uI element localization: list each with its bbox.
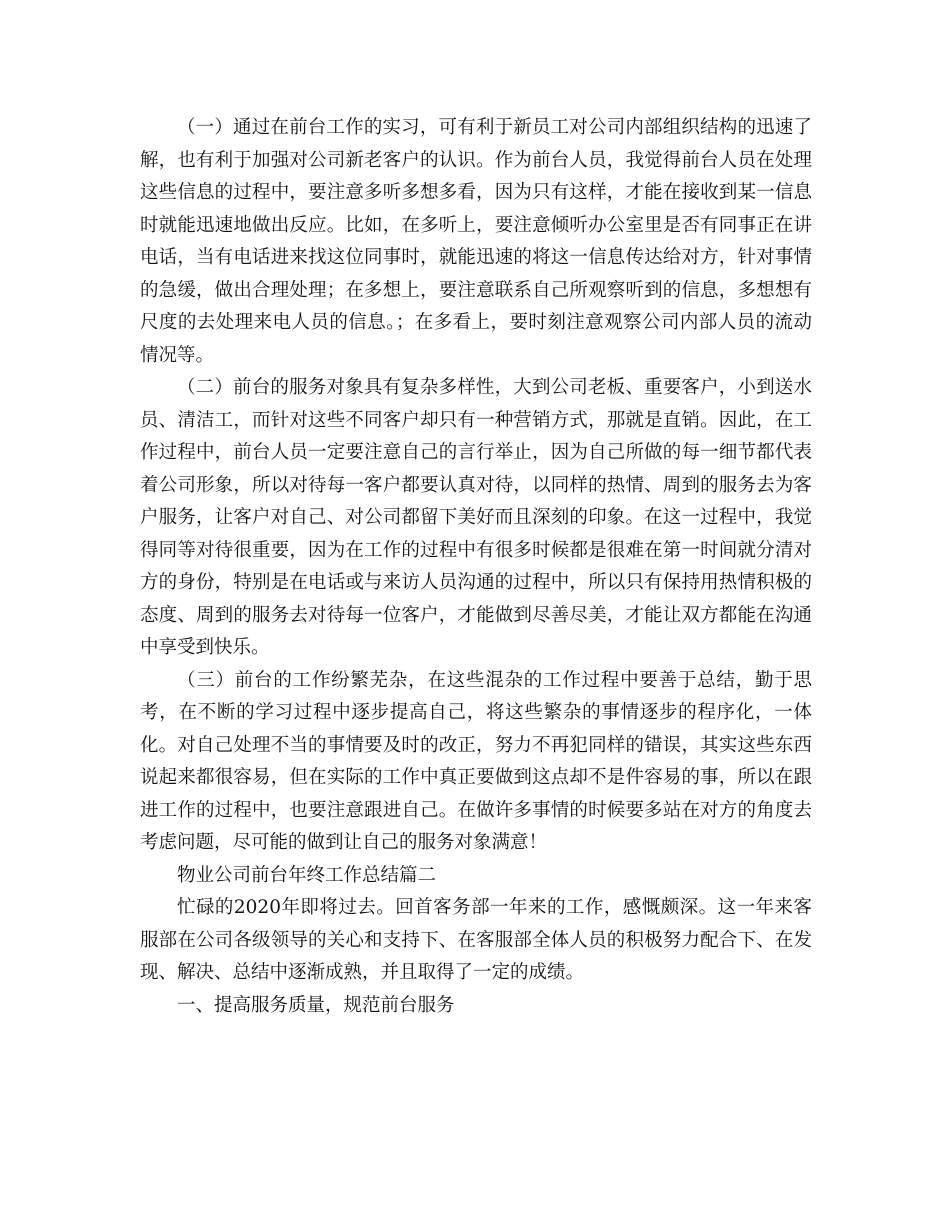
paragraph-section-3: （三）前台的工作纷繁芜杂，在这些混杂的工作过程中要善于总结，勤于思考，在不断的学习过程中逐步提高自己，将这些繁杂的事情逐步的程序化，一体化。对自己处理不当的事情要及时的改正，努力不再犯同样的错误，其实这些东西说起来都很容易，但在实际的工作中真正要做到这点却不是件容易的事，所以在跟进工作的过程中，也要注意跟进自己。在做许多事情的时候要多站在对方的角度去考虑问题，尽可能的做到让自己的服务对象满意！: [140, 669, 812, 853]
paragraph-section-1: （一）通过在前台工作的实习，可有利于新员工对公司内部组织结构的迅速了解，也有利于加强对公司新老客户的认识。作为前台人员，我觉得前台人员在处理这些信息的过程中，要注意多听多想多看，因为只有这样，才能在接收到某一信息时就能迅速地做出反应。比如，在多听上，要注意倾听办公室里是否有同事正在讲电话，当有电话进来找这位同事时，就能迅速的将这一信息传达给对方，针对事情的急缓，做出合理处理；在多想上，要注意联系自己所观察听到的信息，多想想有尺度的去处理来电人员的信息。；在多看上，要时刻注意观察公司内部人员的流动情况等。: [140, 117, 812, 366]
article-heading-part-two: 物业公司前台年终工作总结篇二: [177, 864, 437, 886]
paragraph-section-2: （二）前台的服务对象具有复杂多样性，大到公司老板、重要客户，小到送水员、清洁工，而针对这些不同客户却只有一种营销方式，那就是直销。因此，在工作过程中，前台人员一定要注意自己的言行举止，因为自己所做的每一细节都代表着公司形象，所以对待每一客户都要认真对待，以同样的热情、周到的服务去为客户服务，让客户对自己、对公司都留下美好而且深刻的印象。在这一过程中，我觉得同等对待很重要，因为在工作的过程中有很多时候都是很难在第一时间就分清对方的身份，特别是在电话或与来访人员沟通的过程中，所以只有保持用热情积极的态度、周到的服务去对待每一位客户，才能做到尽善尽美，才能让双方都能在沟通中享受到快乐。: [140, 377, 812, 658]
paragraph-intro-part-two: 忙碌的2020年即将过去。回首客务部一年来的工作，感慨颇深。这一年来客服部在公司各级领导的关心和支持下、在客服部全体人员的积极努力配合下、在发现、解决、总结中逐渐成熟，并且取得了一定的成绩。: [140, 897, 812, 983]
document-body: [140, 112, 812, 1022]
section-heading-improve-service: 一、提高服务质量，规范前台服务: [177, 994, 455, 1016]
